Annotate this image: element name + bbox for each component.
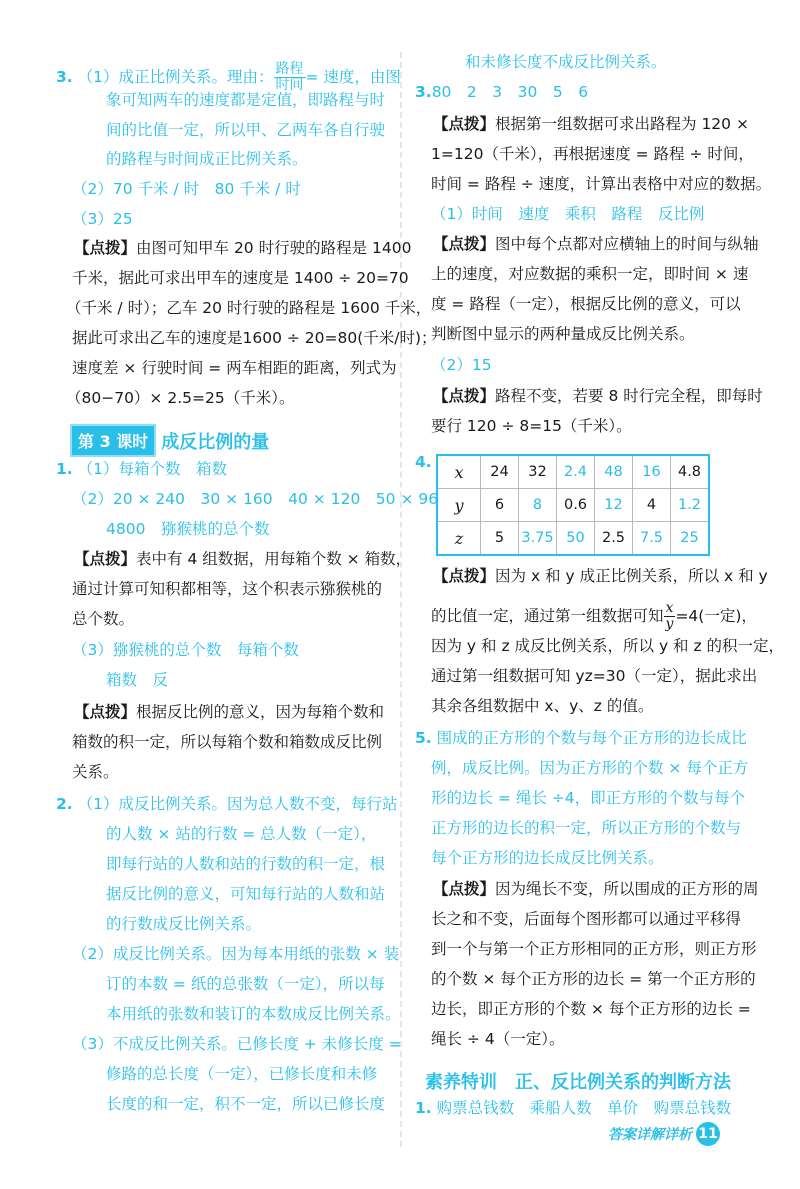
table-cell: 6 [481,489,519,522]
answer-3-1: （1）时间 速度 乘积 路程 反比例 [431,205,705,223]
tip-paragraph: 【点拨】图中每个点都对应横轴上的时间与纵轴 [433,235,759,253]
question-number: 4. [415,453,432,471]
tip-line: 通过第一组数据可知 yz=30（一定），据此求出 [431,667,758,685]
lesson-number-badge: 第 3 课时 [70,424,156,457]
table-cell: 32 [519,455,557,489]
answer-line: 的行数成反比例关系。 [106,915,262,933]
answer-line: 例，成反比例。因为正方形的个数 × 每个正方 [431,759,749,777]
answer-2-2: （2）成反比例关系。因为每本用纸的张数 × 装 [72,945,400,963]
answer-2-1: 2. （1）成反比例关系。因为总人数不变，每行站 [56,795,398,813]
tip-line: 的比值一定，通过第一组数据可知 $\frac{x}{y}$ =4(一定)， [431,600,757,632]
answer-line: 每个正方形的边长成反比例关系。 [431,849,664,867]
row-header: y [437,489,481,522]
table-cell: 4 [633,489,671,522]
page-number: 11 [696,1122,720,1146]
answer-line: 订的本数 = 纸的总张数（一定），所以每 [106,975,385,993]
table-cell: 25 [671,522,710,556]
tip-line: 要行 120 ÷ 8=15（千米）。 [431,417,632,435]
footer-label: 答案详解详析 [608,1127,692,1143]
tip-paragraph: 【点拨】由图可知甲车 20 时行驶的路程是 1400 [74,239,412,257]
answer-line: 的路程与时间成正比例关系。 [106,150,308,168]
answer-3-1: 3. （1）成正比例关系。理由： $\frac{\text{路程}}{\text{时间}}$ = 速度，由图 [56,61,401,93]
tip-line: 时间 = 路程 ÷ 速度，计算出表格中对应的数据。 [431,175,772,193]
tip-paragraph: 【点拨】根据反比例的意义，因为每箱个数和 [74,703,385,721]
tip-paragraph: 【点拨】根据第一组数据可求出路程为 120 × [433,115,749,133]
tip-line: 千米，据此可求出甲车的速度是 1400 ÷ 20=70 [72,269,409,287]
table-cell: 7.5 [633,522,671,556]
tip-line: 1=120（千米），再根据速度 = 路程 ÷ 时间， [431,145,754,163]
tip-line: 通过计算可知积都相等，这个积表示猕猴桃的 [72,580,383,598]
table-cell: 2.4 [557,455,595,489]
answer-line: 修路的总长度（一定），已修长度和未修 [106,1065,378,1083]
answer-line: 形的边长 = 绳长 ÷4，即正方形的个数与每个 [431,789,746,807]
page-footer [608,1122,720,1146]
tip-line: 其余各组数据中 x、y、z 的值。 [431,697,654,715]
answer-line: 和未修长度不成反比例关系。 [465,53,667,71]
table-cell: 16 [633,455,671,489]
answer-line: 正方形的边长的积一定，所以正方形的个数与 [431,819,742,837]
table-cell: 3.75 [519,522,557,556]
lesson-title: 成反比例的量 [161,431,270,453]
section-title: 素养特训 正、反比例关系的判断方法 [425,1072,731,1093]
tip-line: 边长，即正方形的个数 × 每个正方形的边长 = [431,1000,751,1018]
table-cell: 5 [481,522,519,556]
tip-line: 上的速度，对应数据的乘积一定，即时间 × 速 [431,265,749,283]
tip-paragraph: 【点拨】因为 x 和 y 成正比例关系，所以 x 和 y [433,567,768,585]
table-cell: 1.2 [671,489,710,522]
answer-1-2: （2）20 × 240 30 × 160 40 × 120 50 × 96 [72,490,439,508]
answer-3: 3.80 2 3 30 5 6 [415,83,589,101]
answer-line: 间的比值一定，所以甲、乙两车各自行驶 [106,121,386,139]
tip-line: 度 = 路程（一定），根据反比例的意义，可以 [431,295,741,313]
xyz-table [436,454,710,556]
answer-1-3: （3）猕猴桃的总个数 每箱个数 [72,641,299,659]
answer-line: 4800 猕猴桃的总个数 [106,520,270,538]
answer-line: 长度的和一定，积不一定，所以已修长度 [106,1095,386,1113]
tip-line: 的个数 × 每个正方形的边长 = 第一个正方形的 [431,970,756,988]
tip-line: 因为 y 和 z 成反比例关系，所以 y 和 z 的积一定， [431,637,785,655]
answer-line: 箱数 反 [106,671,169,689]
row-header: x [437,455,481,489]
table-cell: 24 [481,455,519,489]
fraction-distance-time: $\frac{\text{路程}}{\text{时间}}$ [275,61,304,93]
tip-paragraph: 【点拨】路程不变，若要 8 时行完全程，即每时 [433,387,763,405]
tip-line: 据此可求出乙车的速度是1600 ÷ 20=80(千米/时)； [72,329,437,347]
table-cell: 0.6 [557,489,595,522]
tip-line: 总个数。 [72,610,135,628]
answer-3-2: （2）15 [431,356,492,374]
tip-line: 速度差 × 行驶时间 = 两车相距的距离，列式为 [72,359,397,377]
table-row [437,455,709,489]
table-cell: 4.8 [671,455,710,489]
column-divider [400,52,402,1147]
answer-line: 象可知两车的速度都是定值，即路程与时 [106,91,386,109]
table-cell: 2.5 [595,522,633,556]
tip-paragraph: 【点拨】表中有 4 组数据，用每箱个数 × 箱数， [74,550,412,568]
table-row [437,489,709,522]
tip-line: （千米 / 时）；乙车 20 时行驶的路程是 1600 千米， [66,299,432,317]
table-cell: 48 [595,455,633,489]
lesson-heading [70,427,269,454]
question-number: 3. [56,68,73,86]
answer-2-3: （3）不成反比例关系。已修长度 + 未修长度 = [72,1035,402,1053]
tip-paragraph: 【点拨】因为绳长不变，所以围成的正方形的周 [433,880,759,898]
row-header: z [437,522,481,556]
answer-line: 本用纸的张数和装订的本数成反比例关系。 [106,1005,401,1023]
table-cell: 8 [519,489,557,522]
answer-line: 的人数 × 站的行数 = 总人数（一定）， [106,825,377,843]
answer-3-2: （2）70 千米 / 时 80 千米 / 时 [72,180,301,198]
answer-special-1: 1. 购票总钱数 乘船人数 单价 购票总钱数 [415,1099,732,1117]
answer-line: 据反比例的意义，可知每行站的人数和站 [106,885,386,903]
answer-line: 即每行站的人数和站的行数的积一定，根 [106,855,386,873]
tip-line: （80−70）× 2.5=25（千米）。 [66,389,295,407]
tip-line: 箱数的积一定，所以每箱个数和箱数成反比例 [72,733,383,751]
table-cell: 50 [557,522,595,556]
tip-line: 绳长 ÷ 4（一定）。 [431,1030,565,1048]
tip-line: 长之和不变，后面每个图形都可以通过平移得 [431,910,742,928]
tip-line: 判断图中显示的两种量成反比例关系。 [431,325,695,343]
tip-line: 关系。 [72,763,119,781]
answer-5: 5. 围成的正方形的个数与每个正方形的边长成比 [415,729,747,747]
answer-3-3: （3）25 [72,210,133,228]
tip-line: 到一个与第一个正方形相同的正方形，则正方形 [431,940,757,958]
answer-1-1: 1. （1）每箱个数 箱数 [56,460,227,478]
fraction-x-over-y: $\frac{x}{y}$ [665,600,674,632]
table-cell: 12 [595,489,633,522]
table-row [437,522,709,556]
